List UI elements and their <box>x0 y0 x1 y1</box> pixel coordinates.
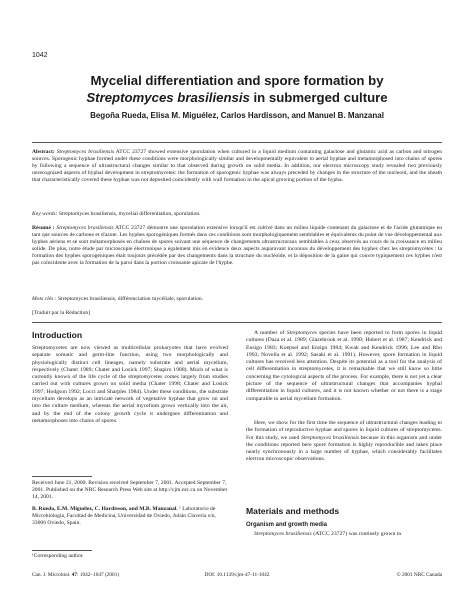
rc-text-c: Here, we show for the first time the sequence of ultrastructural changes leading to the formation of reproductive hyphae and spores in liquid cultures of streptomycetes. For this study, we used <box>246 420 442 441</box>
article-title <box>0 72 474 106</box>
footer-doi: DOI: 10.1139/cjm-47-11-1042 <box>204 572 270 578</box>
abstract-species: Streptomyces brasiliensis <box>56 149 115 155</box>
authors: Begoña Rueda, Elisa M. Miguélez, Carlos Hardisson, and Manuel B. Manzanal <box>90 111 384 120</box>
abstract-french <box>32 225 442 268</box>
top-divider <box>32 142 442 143</box>
footer-pages: : 1042–1047 (2001) <box>77 572 120 578</box>
rc-text-b: species have been reported to form spores in liquid cultures (Daza et al. 1989; Glazebrook et al. 1990; Hubert et al. 1987; Kendrick and Ensign 1983; Koepsel and Ensign 1984; Kwak and Kendrick 1996; Lee and Rho 1993; Novella et al. 1992; Sasaki et al. 1991). However, spore formation in liquid cultures has received less attention. Despite its potential as a tool for the analysis of cell differentiation in streptomycetes, it is remarkable that we still know so little concerning the cytological aspects of the process. For example, there is not yet a clear picture of the sequence of ultrastructural changes that accompanies hyphal differentiation in liquid cultures, and it is not known whether or not there is a stage comparable to aerial mycelium formation. <box>246 330 442 402</box>
resume-species: Streptomyces brasiliensis <box>56 225 114 231</box>
organism-text-rest: (ATCC 23727) was routinely grown in <box>311 531 402 537</box>
mots-cles-text: Streptomyces brasiliensis, différenciation mycéliale, sporulation. <box>56 296 204 302</box>
introduction-heading: Introduction <box>32 330 83 340</box>
received-dates: Received June 21, 2000. Revision received September 7, 2001. Accepted September 7, 2001. Published on the NRC Research Press Web site at http://cjm.nrc.ca on November 14, 2001. <box>32 480 228 500</box>
organism-species: Streptomyces brasiliensis <box>254 531 312 537</box>
page-number: 1042 <box>32 52 48 59</box>
rc-text-d: because in this organism and under the conditions reported here spore formation is highly reproducible and takes place nearly synchronously in a large number of hyphae, which considerably facilitates electron microscopic observations. <box>246 434 442 463</box>
abstract-label: Abstract: <box>32 149 55 155</box>
article-info <box>32 480 228 532</box>
rc-text-a: A number of <box>254 330 287 336</box>
abstract-divider <box>32 322 442 323</box>
title-line-1: Mycelial differentiation and spore formation by <box>90 73 384 88</box>
mots-cles <box>32 296 442 303</box>
title-species: Streptomyces brasiliensis <box>86 90 250 105</box>
introduction-text: Streptomycetes are now viewed as multicellular prokaryotes that have evolved separate somatic and germ-line function, using two morphologically and physiologically distinct cell lineages, namely substrate and aerial mycelium, respectively (Chater 1989; Chater and Losick 1997; Shapiro 1988). Much of what is currently known of the life cycle of the streptomycetes comes largely from studies carried out with cultures grown on solid media (Chater 1998; Chater and Losick 1997; Hodgson 1992; Locci and Sharples 1984). Under these conditions, the substrate mycelium develops as an intricate network of vegetative hyphae that grow on and into the culture medium, whereas the aerial mycelium grows vertically into the air, and by the end of the colony growth cycle it undergoes differentiation and metamorphoses into chains of spores. <box>32 345 228 424</box>
key-words-label: Key words: <box>32 211 58 217</box>
key-words <box>32 211 442 218</box>
author-affiliation <box>32 506 228 527</box>
resume-label: Résumé : <box>32 225 55 231</box>
resume-text: ATCC 23727 démontre une sporulation extensive lorsqu'il est cultivé dans un milieu liquide contenant du galactose et de l'acide glutamique en tant que sources de carbone et d'azote. Les hyphes sporogéniques formés dans ces conditions sont morphologiquement semblables et équivalents du point de vue développemental aux hyphes aériens et se sont métamorphosés en chaînes de spores suivant une séquence de changements ultrastructuraux semblables à ceux observés au cours de la croissance en milieu solide. De plus, notre étude par microscopie électronique a également mis en évidence deux aspects auparavant inconnus du développement des hyphes chez les streptomycètes : la formation des hyphes sporogéniques était toujours précédée par des changements dans la structure du nucléoïde, et la déposition de la gaine qui couvre typiquement ces hyphes n'est pas coïncidente avec la formation de la paroi dans la portion croissante apicale de l'hyphe. <box>32 225 443 267</box>
right-column-para-2 <box>246 420 442 464</box>
corresponding-author: ¹Corresponding author. <box>32 553 84 559</box>
affiliation-names: B. Rueda, E.M. Miguélez, C. Hardisson, and M.B. Manzanal. <box>32 506 178 512</box>
key-words-text: Streptomyces brasiliensis, mycelial differentiation, sporulation. <box>57 211 201 217</box>
title-line-2 <box>0 89 474 106</box>
info-divider <box>32 476 92 477</box>
footer-copyright: © 2001 NRC Canada <box>396 572 442 578</box>
right-column-para-1 <box>246 330 442 403</box>
rc-species-1: Streptomyces <box>286 330 317 336</box>
title-line-2-rest: in submerged culture <box>249 90 388 105</box>
affiliation-address: ¹ Laboratorio de Microbiología, Facultad de Medicina, Universidad de Oviedo, Julián Clavería s/n, 33006 Oviedo, Spain. <box>32 506 216 526</box>
methods-heading: Materials and methods <box>246 506 340 516</box>
corr-divider <box>32 550 92 551</box>
organism-heading: Organism and growth media <box>246 522 328 528</box>
mots-cles-label: Mots clés : <box>32 296 57 302</box>
translation-note: [Traduit par la Rédaction] <box>32 310 91 316</box>
footer-volume: 47 <box>71 572 78 578</box>
footer-journal: Can. J. Microbiol. <box>32 572 71 578</box>
abstract-english <box>32 149 442 184</box>
abstract-text: ATCC 23727 showed extensive sporulation when cultured in a liquid medium containing galactose and glutamic acid as carbon and nitrogen sources. Sporogenic hyphae formed under these conditions were morphologically similar and developmentally equivalent to aerial hyphae and metamorphosed into chains of spores by following a sequence of ultrastructural changes similar to that observed during growth on solid media. In addition, our electron microscopy study revealed two previously unrecognized aspects of hyphal development in streptomycetes: the formation of sporogenic hyphae was always preceded by changes in the structure of the nucleoid, and the sheath that characteristically covered these hyphae was not deposited coincidently with wall formation in the apical growing portion of the hypha. <box>32 149 442 184</box>
rc-species-2: Streptomyces brasiliensis <box>300 434 360 441</box>
organism-text <box>246 531 442 538</box>
